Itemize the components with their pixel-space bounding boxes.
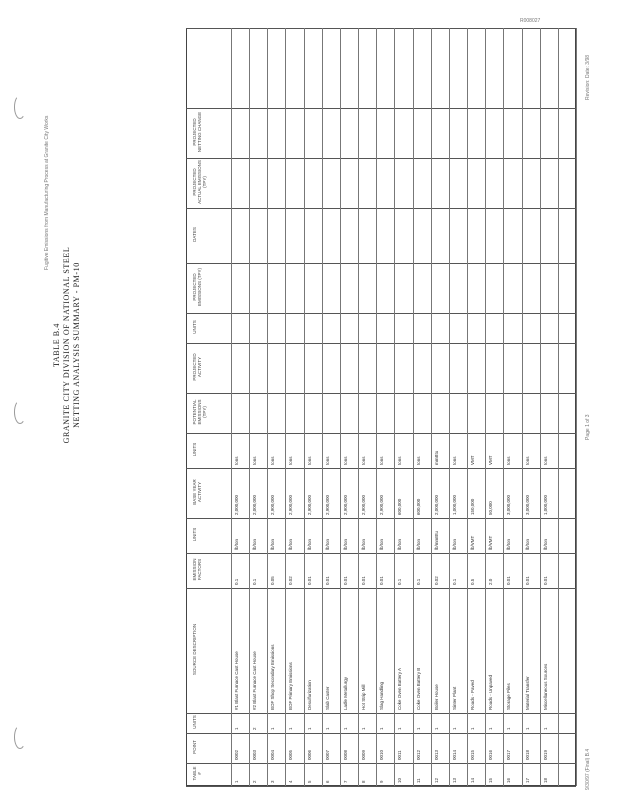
column-separator (186, 713, 576, 714)
column-separator (186, 263, 576, 264)
table-cell: 1 (234, 780, 239, 783)
side-note: Fugitive Emissions from Manufacturing Process at Granite City Works (44, 115, 50, 270)
table-cell: 0015 (470, 749, 476, 760)
table-cell: tons (288, 456, 294, 465)
table-cell: Roads - Paved (470, 680, 476, 710)
table-cell: 0002 (234, 749, 239, 760)
table-cell: 1 (433, 727, 439, 730)
table-cell: 10 (397, 777, 403, 783)
table-cell: lb/VMT (470, 535, 476, 550)
table-cell: Desulfurization (306, 680, 312, 710)
table-cell: 0.05 (270, 576, 276, 585)
column-separator (186, 343, 576, 344)
table-cell: 1 (379, 727, 385, 730)
table-cell: tons (379, 456, 385, 465)
table-cell: 0019 (542, 749, 548, 760)
table-cell: 2,900,000 (270, 494, 276, 515)
column-separator (186, 313, 576, 314)
row-separator (449, 28, 450, 786)
table-cell: 0011 (397, 750, 403, 760)
table-cell: 1 (397, 727, 403, 730)
table-cell: 600,000 (397, 498, 403, 515)
table-cell: 1 (361, 727, 367, 730)
column-header: PROJECTED ACTIVITY (192, 353, 202, 381)
table-cell: lb/ton (524, 538, 530, 550)
punch-hole (14, 95, 26, 119)
column-separator (186, 158, 576, 159)
table-cell: 0003 (252, 749, 258, 760)
table-cell: 0017 (506, 749, 512, 760)
table-cell: 1 (451, 727, 457, 730)
column-separator (186, 208, 576, 209)
table-cell: 0.02 (433, 576, 439, 585)
table-cell: 5 (306, 780, 312, 783)
table-cell: lb/ton (342, 538, 348, 550)
row-separator (322, 28, 323, 786)
table-cell: 0006 (306, 749, 312, 760)
column-separator (186, 553, 576, 554)
row-separator (558, 28, 559, 786)
table-cell: 0.01 (524, 576, 530, 585)
table-cell: lb/ton (379, 538, 385, 550)
column-header: UNITS (192, 527, 197, 542)
row-separator (376, 28, 377, 786)
table-cell: 3 (270, 780, 276, 783)
table-cell: lb/mmBtu (433, 530, 439, 550)
table-cell: 1 (470, 727, 476, 730)
column-separator (186, 108, 576, 109)
table-cell: 3,000,000 (506, 494, 512, 515)
row-separator (394, 28, 395, 786)
table-cell: 15 (488, 777, 494, 783)
table-cell: 1 (234, 727, 239, 730)
row-separator (249, 28, 250, 786)
table-cell: 0.01 (324, 576, 330, 585)
table-cell: lb/ton (270, 538, 276, 550)
table-cell: Storage Piles (506, 683, 512, 710)
row-separator (267, 28, 268, 786)
table-cell: 0.5 (470, 578, 476, 585)
table-cell: 2,900,000 (361, 494, 367, 515)
table-cell: 3,000,000 (524, 494, 530, 515)
table-cell: 13 (451, 777, 457, 783)
table-cell: 0005 (288, 749, 294, 760)
table-cell: tons (451, 456, 457, 465)
table-cell: BOF Shop Secondary Emissions (270, 644, 276, 710)
table-cell: 0.01 (506, 576, 512, 585)
table-cell: Boiler House (433, 684, 439, 710)
title-line-1: TABLE B.4 (52, 323, 61, 367)
table-cell: tons (342, 456, 348, 465)
table-cell: 2,000,000 (234, 494, 239, 515)
table-cell: 0007 (324, 749, 330, 760)
footer-right: Revision: Date: 3/98 (585, 54, 591, 100)
title-line-3: NETTING ANALYSIS SUMMARY - PM-10 (72, 262, 81, 428)
table-cell: 0.1 (451, 578, 457, 585)
table-cell: 2 (252, 780, 258, 783)
table-cell: 1,000,000 (542, 494, 548, 515)
row-separator (413, 28, 414, 786)
table-cell: 0.01 (379, 576, 385, 585)
table-cell: 1 (506, 727, 512, 730)
table-cell: 1 (342, 727, 348, 730)
table-cell: lb/ton (451, 538, 457, 550)
table-title (52, 220, 82, 470)
table-cell: 150,000 (470, 498, 476, 515)
punch-hole (14, 725, 26, 749)
table-cell: tons (415, 456, 421, 465)
footer-center: Page 1 of 3 (585, 414, 591, 440)
table-cell: tons (252, 456, 258, 465)
table-cell: 0013 (433, 749, 439, 760)
table-cell: Roads - Unpaved (488, 674, 494, 710)
footer-left: 9/30/97 (Final) B.4 (585, 748, 591, 790)
column-header: DATES (192, 227, 197, 242)
column-separator (186, 518, 576, 519)
table-cell: 12 (433, 777, 439, 783)
column-header: PROJECTED NETTING CHANGE (192, 111, 202, 153)
table-cell: 14 (470, 777, 476, 783)
table-cell: 0.1 (415, 578, 421, 585)
table-cell: 0010 (379, 749, 385, 760)
row-separator (304, 28, 305, 786)
column-header: EMISSION FACTORS (192, 558, 202, 581)
column-header: BASE YEAR ACTIVITY (192, 479, 202, 505)
table-cell: 1 (270, 727, 276, 730)
table-cell: Slag Handling (379, 681, 385, 710)
table-cell: Material Transfer (524, 676, 530, 710)
table-cell: lb/VMT (488, 535, 494, 550)
table-cell: Coke Oven Battery A (397, 667, 403, 710)
table-cell: lb/ton (306, 538, 312, 550)
table-cell: Ladle Metallurgy (342, 676, 348, 710)
table-cell: tons (542, 456, 548, 465)
table-cell: 7 (342, 780, 348, 783)
punch-hole (14, 400, 26, 424)
table-cell: 2 (252, 727, 258, 730)
column-separator (186, 28, 576, 29)
table-cell: 9 (379, 780, 385, 783)
column-header: TABLE # (192, 766, 202, 781)
table-cell: tons (397, 456, 403, 465)
column-header: POTENTIAL EMISSIONS (TPY) (192, 399, 207, 425)
column-header: PROJECTED ACTUAL EMISSIONS (TPY) (192, 160, 207, 204)
table-cell: 2,900,000 (324, 494, 330, 515)
row-separator (576, 28, 577, 786)
table-cell: #1 Blast Furnace Cast House (234, 651, 239, 710)
table-cell: lb/ton (234, 538, 239, 550)
table-cell: Hot Strip Mill (361, 684, 367, 710)
column-separator (186, 433, 576, 434)
row-separator (340, 28, 341, 786)
row-separator (431, 28, 432, 786)
column-separator (186, 588, 576, 589)
table-cell: VMT (470, 455, 476, 465)
table-cell: Sinter Plant (451, 686, 457, 710)
row-separator (540, 28, 541, 786)
table-cell: 2,900,000 (342, 494, 348, 515)
table-cell: 0.01 (306, 576, 312, 585)
table-cell: 0004 (270, 749, 276, 760)
table-cell: Miscellaneous Sources (542, 663, 548, 710)
table-cell: lb/ton (397, 538, 403, 550)
table-cell: 2.0 (488, 578, 494, 585)
table-cell: tons (270, 456, 276, 465)
table-cell: tons (306, 456, 312, 465)
table-cell: 0016 (488, 749, 494, 760)
column-separator (186, 733, 576, 734)
table-cell: 0.01 (361, 576, 367, 585)
table-frame (186, 28, 576, 786)
table-cell: 0.1 (252, 578, 258, 585)
table-cell: 16 (506, 777, 512, 783)
table-cell: 1 (306, 727, 312, 730)
table-cell: 1 (542, 727, 548, 730)
table-cell: 2,000,000 (433, 494, 439, 515)
column-header: SOURCE DESCRIPTION (192, 623, 197, 676)
table-cell: 4 (288, 780, 294, 783)
table-cell: lb/ton (288, 538, 294, 550)
document-code: R008027 (520, 18, 541, 24)
table-cell: tons (506, 456, 512, 465)
row-separator (231, 28, 232, 786)
table-cell: 0009 (361, 749, 367, 760)
row-separator (285, 28, 286, 786)
column-separator (186, 763, 576, 764)
table-cell: Slab Caster (324, 686, 330, 710)
table-cell: 50,000 (488, 501, 494, 515)
table-cell: lb/ton (415, 538, 421, 550)
table-cell: 0008 (342, 749, 348, 760)
column-separator (186, 393, 576, 394)
table-cell: Coke Oven Battery B (415, 667, 421, 710)
row-separator (485, 28, 486, 786)
table-cell: 2,000,000 (252, 494, 258, 515)
table-cell: 1 (524, 727, 530, 730)
table-cell: lb/ton (361, 538, 367, 550)
table-cell: 0.01 (342, 576, 348, 585)
table-cell: 11 (415, 778, 421, 783)
table-cell: 1 (324, 727, 330, 730)
table-cell: 0.1 (234, 578, 239, 585)
column-header: PROJECTED EMISSIONS (TPY) (192, 268, 202, 307)
table-cell: tons (524, 456, 530, 465)
column-header: UNITS (192, 442, 197, 457)
table-cell: lb/ton (324, 538, 330, 550)
table-cell: tons (234, 456, 239, 465)
table-cell: BOF Primary Emissions (288, 662, 294, 710)
table-cell: 2,900,000 (379, 494, 385, 515)
table-cell: 1 (415, 727, 421, 730)
table-cell: 1 (488, 727, 494, 730)
table-cell: mmBtu (433, 450, 439, 465)
table-cell: 1 (288, 727, 294, 730)
table-cell: tons (361, 456, 367, 465)
title-line-2: GRANITE CITY DIVISION OF NATIONAL STEEL (62, 246, 71, 444)
column-header: UNITS (192, 320, 197, 334)
table-cell: 2,900,000 (306, 494, 312, 515)
column-header: POINT (192, 740, 197, 754)
table-cell: 0.02 (288, 576, 294, 585)
table-cell: 600,000 (415, 498, 421, 515)
table-cell: 6 (324, 780, 330, 783)
table-cell: 17 (524, 777, 530, 783)
table-cell: 0.1 (397, 578, 403, 585)
table-cell: 0.01 (542, 576, 548, 585)
table-cell: 2,900,000 (288, 494, 294, 515)
row-separator (358, 28, 359, 786)
table-cell: 0018 (524, 749, 530, 760)
column-header: UNITS (192, 715, 197, 729)
row-separator (503, 28, 504, 786)
table-cell: #2 Blast Furnace Cast House (252, 651, 258, 710)
table-cell: 0014 (451, 749, 457, 760)
column-separator (186, 468, 576, 469)
table-cell: tons (324, 456, 330, 465)
table-cell: lb/ton (542, 538, 548, 550)
table-cell: 0012 (415, 749, 421, 760)
table-cell: lb/ton (252, 538, 258, 550)
table-cell: lb/ton (506, 538, 512, 550)
table-cell: VMT (488, 455, 494, 465)
column-separator (186, 786, 576, 787)
table-cell: 1,000,000 (451, 494, 457, 515)
netting-table (186, 28, 576, 786)
row-separator (522, 28, 523, 786)
table-cell: 18 (542, 777, 548, 783)
table-cell: 8 (361, 780, 367, 783)
row-separator (467, 28, 468, 786)
